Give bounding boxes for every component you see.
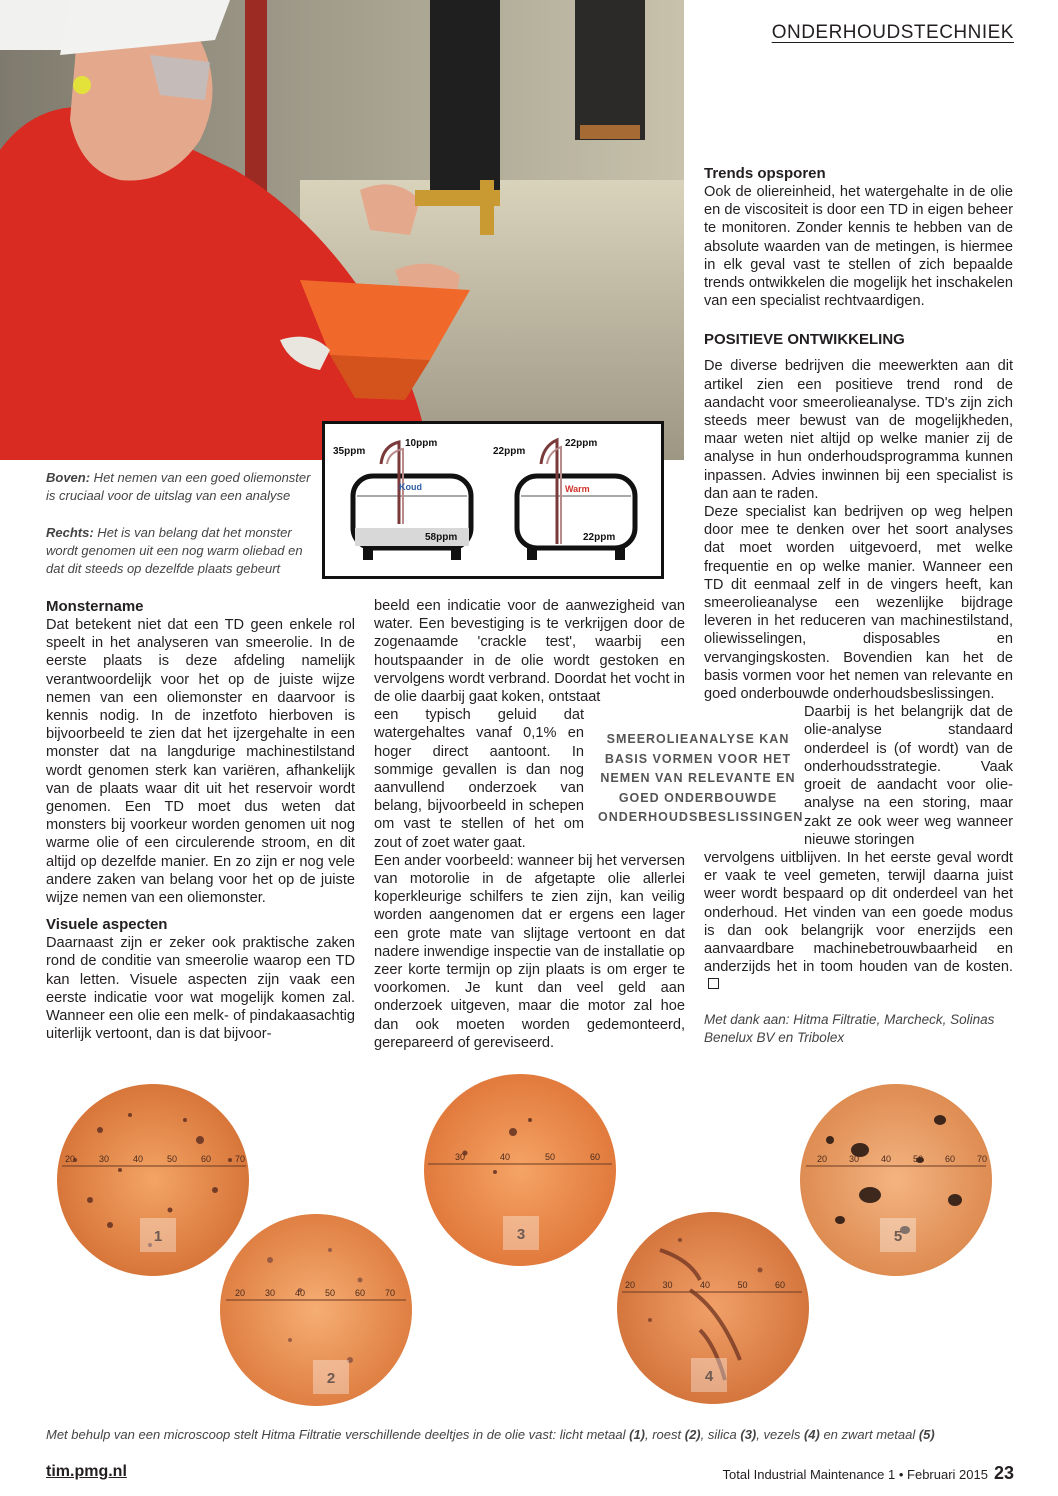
scale-tick-label: 60 [354,1288,366,1298]
caption-label: Rechts: [46,525,94,540]
paragraph: Daarnaast zijn er zeker ook praktische zaken rond de conditie van smeerolie waarop een TD kan letten. Visuele aspecten zijn vaak een eerste indicatie voor wat mogelijk komen zal. Wanneer een olie een melk- of pindakaasachtig uiterlijk vertoont, dan is dat bijvoor- [46,935,355,1043]
photo-illustration [0,0,684,460]
heading-monstername: Monstername [46,598,144,615]
caption-text: , vezels [756,1427,804,1442]
scale-tick-label: 40 [880,1154,892,1164]
scale-tick-label: 50 [324,1288,336,1298]
paragraph-wrapped: Daarbij is het belangrijk dat de olie-analyse standaard onderdeel is (of wordt) van de onderhoudsstrategie. Vaak groeit de aandacht voor olie-analyse na een storing, maar zakt ze ook weer weg wanneer nieuwe storingen [804,704,1013,848]
scale-tick-label: 60 [200,1154,212,1164]
caption-text: , silica [700,1427,741,1442]
scale-tick-label: 50 [737,1280,748,1290]
photo-caption-top [46,469,316,505]
scale-tick-label: 30 [264,1288,276,1298]
thanks-note: Met dank aan: Hitma Filtratie, Marcheck, Solinas Benelux BV en Tribolex [704,1011,995,1045]
micrograph-gallery [0,1060,1058,1430]
paragraph: beeld een indicatie voor de aanwezigheid van water. Een bevestiging is te verkrijgen door de zogenaamde 'crackle test', waarbij een houtspaander in de olie wordt gestoken en vervolgens wordt verbrand. Doordat het vocht in de olie daarbij gaat koken, ontstaat [374,598,685,706]
micrograph-number: 5 [893,1228,903,1245]
diagram-left-top-left: 35ppm [333,446,366,457]
scale-tick-label: 20 [624,1280,636,1290]
caption-text: Het is van belang dat het monster wordt genomen uit een nog warm oliebad en dat dit steeds op dezelfde plaats gebeurt [46,525,303,576]
diagram-warm-label: Warm [565,484,590,494]
caption-ref: (5) [918,1427,935,1442]
scale-tick-label: 40 [132,1154,144,1164]
diagram-left-top-right: 10ppm [405,438,438,449]
caption-text: Met behulp van een microscoop stelt Hitma Filtratie verschillende deeltjes in de olie vast: licht metaal [46,1427,630,1442]
paragraph: Ook de oliereinheid, het watergehalte in de olie en de viscositeit is door een TD in eigen beheer te monitoren. Zonder kennis te hebben van de absolute waarden van de metingen, is hiermee in elk geval vast te stellen of zich bepaalde trends ontwikkelen die mogelijk het inschakelen van een specialist rechtvaardigen. [704,184,1013,310]
caption-text: Het nemen van een goed oliemonster is cruciaal voor de uitslag van een analyse [46,470,311,503]
section-label: ONDERHOUDSTECHNIEK [771,22,1014,43]
caption-ref: (4) [803,1427,820,1442]
scale-tick-label: 20 [234,1288,246,1298]
micrographs [0,1060,1058,1430]
micrograph-number: 2 [326,1370,336,1387]
paragraph: Dat betekent niet dat een TD geen enkele rol speelt in het analyseren van smeerolie. In de eerste plaats is deze afdeling namelijk verantwoordelijk voor het op de juiste wijze nemen van een oliemonster en daarvoor is kennis nodig. In de inzetfoto hierboven is bijvoorbeeld te zien dat het ijzergehalte in een monster dat na langdurige machinestilstand wordt genomen sterk kan variëren, afhankelijk van de plaats waar dit uit het reservoir wordt genomen. Een TD moet dus weten dat monsters bij voorkeur worden genomen uit nog warme olie of een circulerende stroom, en dit altijd op dezelfde manier. En zo zijn er nog vele andere zaken van belang voor het op de juiste wijze nemen van een oliemonster. [46,617,355,907]
scale-tick-label: 70 [384,1288,396,1298]
scale-tick-label: 50 [544,1152,556,1162]
article-column-3 [704,164,1013,1047]
diagram-right-top-left: 22ppm [493,446,526,457]
paragraph [704,849,1013,995]
scale-tick-label: 30 [848,1154,860,1164]
micrograph-3 [424,1074,616,1266]
scale-tick-label: 60 [589,1152,601,1162]
scale-tick-label: 40 [294,1288,306,1298]
diagram-left-bottom: 58ppm [425,532,458,543]
scale-tick-label: 40 [499,1152,511,1162]
diagram-right-top-right: 22ppm [565,438,598,449]
scale-tick-label: 20 [64,1154,76,1164]
scale-tick-label: 20 [816,1154,828,1164]
micrograph-1 [57,1084,249,1276]
diagram-right-bottom: 22ppm [583,532,616,543]
photo-caption-right [46,524,316,578]
heading-positieve-ontwikkeling: POSITIEVE ONTWIKKELING [704,331,905,349]
caption-ref: (2) [684,1427,701,1442]
page-number: 23 [993,1463,1014,1483]
caption-ref: (1) [629,1427,645,1442]
scale-tick-label: 30 [662,1280,673,1290]
scale-tick-label: 70 [976,1154,988,1164]
scale-tick-label: 50 [166,1154,178,1164]
heading-visuele-aspecten: Visuele aspecten [46,916,168,934]
heading-trends-opsporen: Trends opsporen [704,165,826,182]
caption-ref: (3) [740,1427,757,1442]
micrograph-number: 1 [153,1228,163,1245]
pull-quote: SMEEROLIEANALYSE KAN BASIS VORMEN VOOR HET NEMEN VAN RELEVANTE EN GOED ONDERBOUWDE ONDERHOUDSBESLISSINGEN [598,732,804,824]
scale-tick-label: 70 [234,1154,246,1164]
paragraph-text: vervolgens uitblijven. In het eerste geval wordt er vaak te veel gemeten, terwijl daarna juist weer wordt bespaard op dit onderdeel van het onderhoud. Het vinden van een goede modus is dan ook belangrijk voor enerzijds een aanvaardbare machinebetrouwbaarheid en anderzijds het in toom houden van de kosten. [704,849,1013,976]
paragraph-wrapped: een typisch geluid dat watergehaltes vanaf 0,1% en hoger direct aantoont. In sommige gevallen is dan nog aanvullend onderzoek van belang, bijvoorbeeld in schepen om vast te stellen of het om zout of zoet water gaat. [374,707,584,851]
article-column-1 [46,597,355,1043]
sampling-ppm-diagram [322,421,664,579]
caption-text: en zwart metaal [819,1427,919,1442]
scale-tick-label: 30 [98,1154,110,1164]
caption-label: Boven: [46,470,91,485]
scale-tick-label: 50 [912,1154,924,1164]
micrograph-number: 3 [516,1226,526,1243]
micrograph-4 [617,1212,809,1404]
footer-url[interactable]: tim.pmg.nl [46,1463,127,1480]
paragraph: Een ander voorbeeld: wanneer bij het verversen van motorolie in de afgetapte olie allerlei koperkleurige schilfers te zien zijn, kan veilig worden aangenomen dat er ergens een lager een grote mate van slijtage vertoont en dat nadere inwendige inspectie van de installatie op zeer korte termijn op zijn plaats is om erger te voorkomen. Je kunt dan veel geld aan onderzoek uitgeven, maar die motor zal hoe dan ook moeten worden gedemonteerd, gerepareerd of gereviseerd. [374,852,685,1051]
oil-sampling-photo [0,0,684,460]
footer-publication [723,1463,1014,1484]
tank-diagram [325,424,661,576]
publication-info: Total Industrial Maintenance 1 • Februari 2015 [722,1467,988,1482]
micrograph-number: 4 [704,1368,714,1385]
diagram-cold-label: Koud [399,482,422,492]
scale-tick-label: 60 [774,1280,786,1290]
scale-tick-label: 40 [699,1280,711,1290]
caption-text: , roest [645,1427,685,1442]
micrograph-2 [220,1214,412,1406]
paragraph: Deze specialist kan bedrijven op weg helpen door mee te denken over het soort analyses dat moet worden uitgevoerd, met welke frequentie en op welke manier. Wanneer een TD dit eenmaal zelf in de vingers heeft, kan smeerolieanalyse een wezenlijke bijdrage leveren in het reduceren van machinestilstand, oliewisselingen, disposables en vervangingskosten. Bovendien kan het de basis vormen voor het nemen van relevante en goed onderbouwde onderhoudsbeslissingen. [704,504,1013,703]
scale-tick-label: 30 [454,1152,466,1162]
micrograph-caption [46,1427,935,1442]
end-mark-icon [708,978,719,989]
paragraph: De diverse bedrijven die meewerkten aan dit artikel zien een positieve trend rond de aandacht voor smeerolieanalyse. TD's zijn zich steeds meer bewust van de mogelijkheden, maar weten niet altijd op welke manier zij de analyse in hun onderhoudsprogramma kunnen inpassen. Advies inwinnen bij een specialist is dan aan te raden. [704,358,1013,502]
scale-tick-label: 60 [944,1154,956,1164]
micrograph-5 [800,1084,992,1276]
